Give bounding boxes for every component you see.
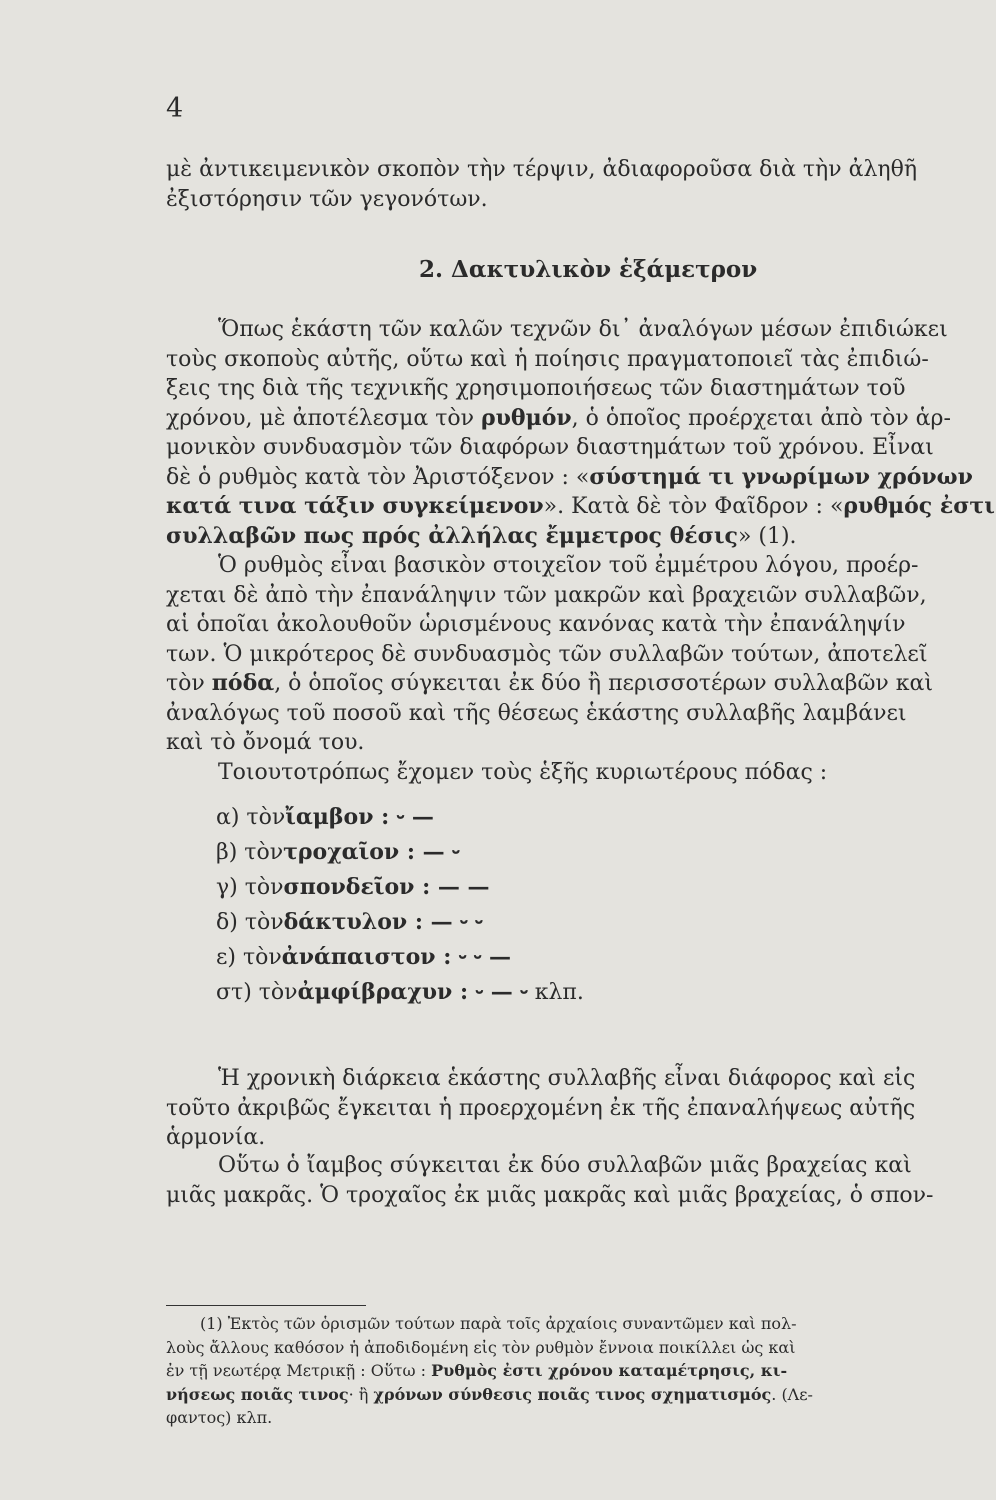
- term-foot: πόδα: [211, 670, 275, 696]
- text-line: ξεις της διὰ τῆς τεχνικῆς χρησιμοποιήσεως τῶν διαστημάτων τοῦ: [166, 376, 906, 401]
- text-line: τοῦτο ἀκριβῶς ἔγκειται ἡ προερχομένη ἐκ τῆς ἐπαναλήψεως αὐτῆς: [166, 1095, 916, 1121]
- foot-item: [216, 975, 584, 1010]
- text-line: αἱ ὁποῖαι ἀκολουθοῦν ὡρισμένους κανόνας κατὰ τὴν ἐπανάληψίν: [166, 612, 906, 637]
- metrical-feet-list: [216, 800, 584, 1010]
- text-line: [166, 522, 996, 552]
- text-line: [166, 404, 996, 434]
- foot-label: α) τὸν: [216, 805, 286, 830]
- foot-pattern: : — ⏑ ⏑: [407, 909, 483, 935]
- footnote-line: φαντος) κλπ.: [166, 1408, 273, 1427]
- text-span: ἐν τῇ νεωτέρᾳ Μετρικῇ : Οὕτω :: [166, 1361, 432, 1380]
- foot-name: τροχαῖον: [283, 839, 400, 865]
- footnote-line: [166, 1383, 996, 1407]
- foot-item: [216, 940, 584, 975]
- text-span: χρόνου, μὲ ἀποτέλεσμα τὸν: [166, 405, 482, 431]
- quote-phaedrus: ρυθμός ἐστι: [843, 493, 995, 519]
- paragraph-foot-definition: [166, 551, 996, 758]
- quote-phaedrus-cont: συλλαβῶν πως πρός ἀλλήλας ἔμμετρος θέσις: [166, 522, 738, 549]
- footnote-divider: [166, 1305, 366, 1306]
- footnote-line: λοὺς ἄλλους καθόσον ἡ ἀποδιδομένη εἰς τὸν ρυθμὸν ἔννοια ποικίλλει ὡς καὶ: [166, 1337, 796, 1357]
- text-line: μὲ ἀντικειμενικὸν σκοπὸν τὴν τέρψιν, ἀδιαφοροῦσα διὰ τὴν ἀληθῆ: [166, 157, 917, 182]
- footnote: [166, 1312, 996, 1430]
- paragraph-duration: [166, 1064, 996, 1153]
- text-line: [166, 463, 996, 493]
- foot-label: ε) τὸν: [216, 945, 282, 970]
- text-line: Ἡ χρονικὴ διάρκεια ἑκάστης συλλαβῆς εἶναι διάφορος καὶ εἰς: [218, 1066, 916, 1091]
- foot-pattern: : ⏑ — ⏑: [452, 979, 528, 1005]
- foot-pattern: : ⏑ ⏑ —: [435, 944, 511, 970]
- foot-pattern: : — ⏑: [399, 839, 460, 865]
- foot-pattern: : — —: [414, 874, 490, 900]
- foot-label: δ) τὸν: [216, 910, 284, 935]
- section-heading: 2. Δακτυλικὸν ἑξάμετρον: [419, 256, 758, 283]
- foot-suffix: κλπ.: [527, 980, 584, 1005]
- text-line: Ὅπως ἑκάστη τῶν καλῶν τεχνῶν δι᾽ ἀναλόγων μέσων ἐπιδιώκει: [218, 317, 948, 342]
- text-line: μονικὸν συνδυασμὸν τῶν διαφόρων διαστημάτων τοῦ χρόνου. Εἶναι: [166, 435, 934, 460]
- text-line: χεται δὲ ἀπὸ τὴν ἐπανάληψιν τῶν μακρῶν καὶ βραχειῶν συλλαβῶν,: [166, 582, 927, 608]
- text-line: Οὕτω ὁ ἴαμβος σύγκειται ἐκ δύο συλλαβῶν μιᾶς βραχείας καὶ: [218, 1153, 912, 1178]
- quote-aristoxenus-cont: κατά τινα τάξιν συγκείμενον: [166, 493, 544, 519]
- foot-name: ἀμφίβραχυν: [297, 979, 453, 1005]
- text-line: μιᾶς μακρᾶς. Ὁ τροχαῖος ἐκ μιᾶς μακρᾶς καὶ μιᾶς βραχείας, ὁ σπον-: [166, 1182, 934, 1208]
- foot-name: ἀνάπαιστον: [281, 944, 436, 970]
- paragraph-iamb-trochee: [166, 1151, 996, 1210]
- intro-paragraph: [166, 155, 996, 214]
- text-span: · ἢ: [348, 1384, 374, 1404]
- footnote-line: [166, 1359, 996, 1383]
- paragraph-rhythm-definition: [166, 315, 996, 551]
- foot-item: [216, 800, 584, 835]
- foot-name: σπονδεῖον: [283, 874, 415, 900]
- page-number: 4: [166, 93, 184, 124]
- text-span: , ὁ ὁποῖος προέρχεται ἀπὸ τὸν ἁρ-: [571, 405, 951, 431]
- quote-aristoxenus: σύστημά τι γνωρίμων χρόνων: [589, 463, 973, 490]
- footnote-definition: νήσεως ποιᾶς τινος: [166, 1384, 349, 1404]
- text-line: Τοιουτοτρόπως ἔχομεν τοὺς ἑξῆς κυριωτέρους πόδας :: [218, 760, 828, 785]
- text-line: ἀναλόγως τοῦ ποσοῦ καὶ τῆς θέσεως ἑκάστης συλλαβῆς λαμβάνει: [166, 700, 907, 726]
- foot-name: ἴαμβον: [285, 804, 374, 830]
- text-line: ἐξιστόρησιν τῶν γεγονότων.: [166, 186, 488, 212]
- foot-item: [216, 870, 584, 905]
- text-span: δὲ ὁ ρυθμὸς κατὰ τὸν Ἀριστόξενον : «: [166, 464, 590, 490]
- text-line: [166, 669, 996, 699]
- text-span: ». Κατὰ δὲ τὸν Φαῖδρον : «: [543, 494, 844, 519]
- text-line: Ὁ ρυθμὸς εἶναι βασικὸν στοιχεῖον τοῦ ἐμμέτρου λόγου, προέρ-: [218, 553, 919, 578]
- foot-label: στ) τὸν: [216, 980, 298, 1005]
- text-line: [166, 492, 996, 522]
- text-line: ἁρμονία.: [166, 1125, 266, 1150]
- footnote-definition: Ρυθμὸς ἐστι χρόνου καταμέτρησις, κι-: [431, 1361, 788, 1380]
- foot-label: γ) τὸν: [216, 875, 284, 900]
- text-line: των. Ὁ μικρότερος δὲ συνδυασμὸς τῶν συλλαβῶν τούτων, ἀποτελεῖ: [166, 641, 928, 667]
- footnote-definition: χρόνων σύνθεσις ποιᾶς τινος σχηματισμός: [373, 1384, 772, 1404]
- foot-label: β) τὸν: [216, 840, 284, 865]
- footnote-reference: » (1).: [737, 523, 797, 549]
- foot-item: [216, 835, 584, 870]
- text-span: . (Λε-: [771, 1384, 813, 1404]
- text-span: τὸν: [166, 671, 212, 696]
- footnote-line: (1) Ἐκτὸς τῶν ὁρισμῶν τούτων παρὰ τοῖς ἀρχαίοις συναντῶμεν καὶ πολ-: [200, 1314, 797, 1333]
- text-span: , ὁ ὁποῖος σύγκειται ἐκ δύο ἢ περισσοτέρων συλλαβῶν καὶ: [274, 671, 933, 696]
- foot-name: δάκτυλον: [283, 909, 408, 935]
- foot-pattern: : ⏑ —: [373, 804, 434, 830]
- term-rhythm: ρυθμόν: [481, 404, 572, 431]
- text-line: τοὺς σκοποὺς αὐτῆς, οὕτω καὶ ἡ ποίησις πραγματοποιεῖ τὰς ἐπιδιώ-: [166, 346, 929, 372]
- text-line: καὶ τὸ ὄνομά του.: [166, 730, 365, 755]
- foot-item: [216, 905, 584, 940]
- paragraph-feet-intro: [166, 758, 996, 788]
